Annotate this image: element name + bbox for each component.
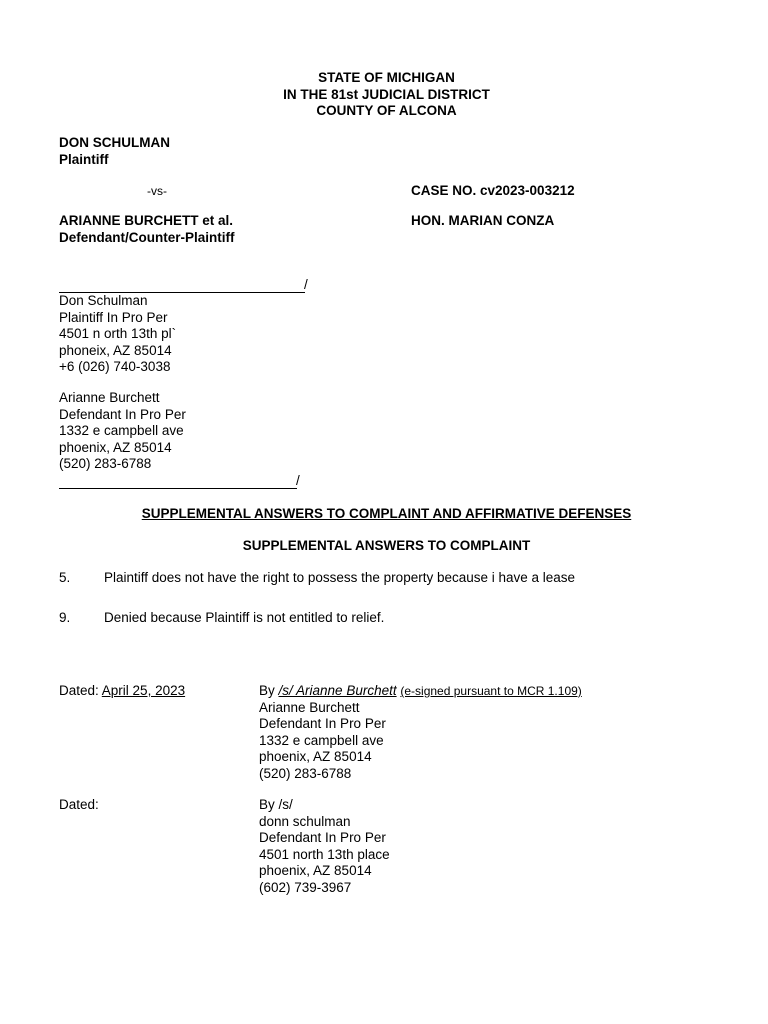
paragraph-number: 9. (59, 610, 71, 625)
paragraph-text: Plaintiff does not have the right to possess the property because i have a lease (104, 570, 576, 585)
signer-address-line: 1332 e campbell ave (259, 732, 384, 748)
plaintiff-address-line: phoneix, AZ 85014 (59, 342, 172, 358)
plaintiff-role: Plaintiff (59, 151, 109, 167)
e-sign-note: (e-signed pursuant to MCR 1.109) (400, 684, 582, 698)
signature-date: April 25, 2023 (101, 683, 186, 698)
plaintiff-address-line: 4501 n orth 13th pl` (59, 326, 177, 341)
dated-row-1 (59, 683, 185, 700)
signer-address-line: (602) 739-3967 (259, 879, 352, 895)
section-title: SUPPLEMENTAL ANSWERS TO COMPLAINT (242, 538, 531, 553)
defendant-address-line: 1332 e campbell ave (59, 423, 184, 438)
plaintiff-address-line: +6 (026) 740-3038 (59, 359, 171, 374)
signer-address-line: Defendant In Pro Per (259, 830, 386, 845)
court-county: COUNTY OF ALCONA (316, 103, 457, 118)
versus: -vs- (147, 184, 167, 198)
dated-label-2: Dated: (59, 797, 99, 812)
rule-slash-bottom: / (296, 473, 300, 488)
rule-slash-top: / (304, 277, 308, 292)
signer-address-line: phoenix, AZ 85014 (259, 749, 372, 764)
signer-address-line: donn schulman (259, 813, 351, 829)
dated-label: Dated: (59, 683, 99, 698)
plaintiff-address-line: Plaintiff In Pro Per (59, 309, 168, 325)
defendant-address-block (59, 390, 186, 473)
signer-address-line: Defendant In Pro Per (259, 716, 386, 731)
signature-block-2 (259, 797, 390, 896)
judge-name: HON. MARIAN CONZA (411, 213, 555, 228)
defendant-address-line: Arianne Burchett (59, 390, 160, 405)
defendant-role: Defendant/Counter-Plaintiff (59, 229, 235, 245)
defendant-address-line: Defendant In Pro Per (59, 406, 186, 422)
document-title: SUPPLEMENTAL ANSWERS TO COMPLAINT AND AFFIRMATIVE DEFENSES (141, 506, 632, 521)
by-label: By (259, 683, 275, 698)
defendant-address-line: (520) 283-6788 (59, 456, 152, 471)
plaintiff-block (59, 135, 170, 168)
paragraph-number: 5. (59, 570, 71, 585)
plaintiff-address-line: Don Schulman (59, 293, 148, 308)
case-number: CASE NO. cv2023-003212 (411, 183, 575, 198)
defendant-block (59, 213, 235, 246)
signature-block-1 (259, 683, 582, 782)
signer-address-line: phoenix, AZ 85014 (259, 863, 372, 878)
e-signature: /s/ Arianne Burchett (278, 683, 397, 698)
paragraph-text: Denied because Plaintiff is not entitled to relief. (104, 610, 385, 625)
plaintiff-address-block (59, 293, 176, 376)
defendant-address-line: phoenix, AZ 85014 (59, 439, 172, 455)
signer-address-line: Arianne Burchett (259, 699, 360, 715)
plaintiff-name: DON SCHULMAN (59, 135, 170, 150)
court-header (0, 70, 768, 120)
defendant-name: ARIANNE BURCHETT et al. (59, 213, 234, 228)
court-state: STATE OF MICHIGAN (318, 70, 455, 85)
signature-line-2: By /s/ (259, 797, 293, 812)
signature-line-1 (259, 683, 582, 700)
signer-address-line: (520) 283-6788 (259, 765, 352, 781)
court-district: IN THE 81st JUDICIAL DISTRICT (283, 86, 490, 102)
signer-address-line: 4501 north 13th place (259, 846, 390, 862)
caption-rule-bottom (59, 488, 297, 489)
